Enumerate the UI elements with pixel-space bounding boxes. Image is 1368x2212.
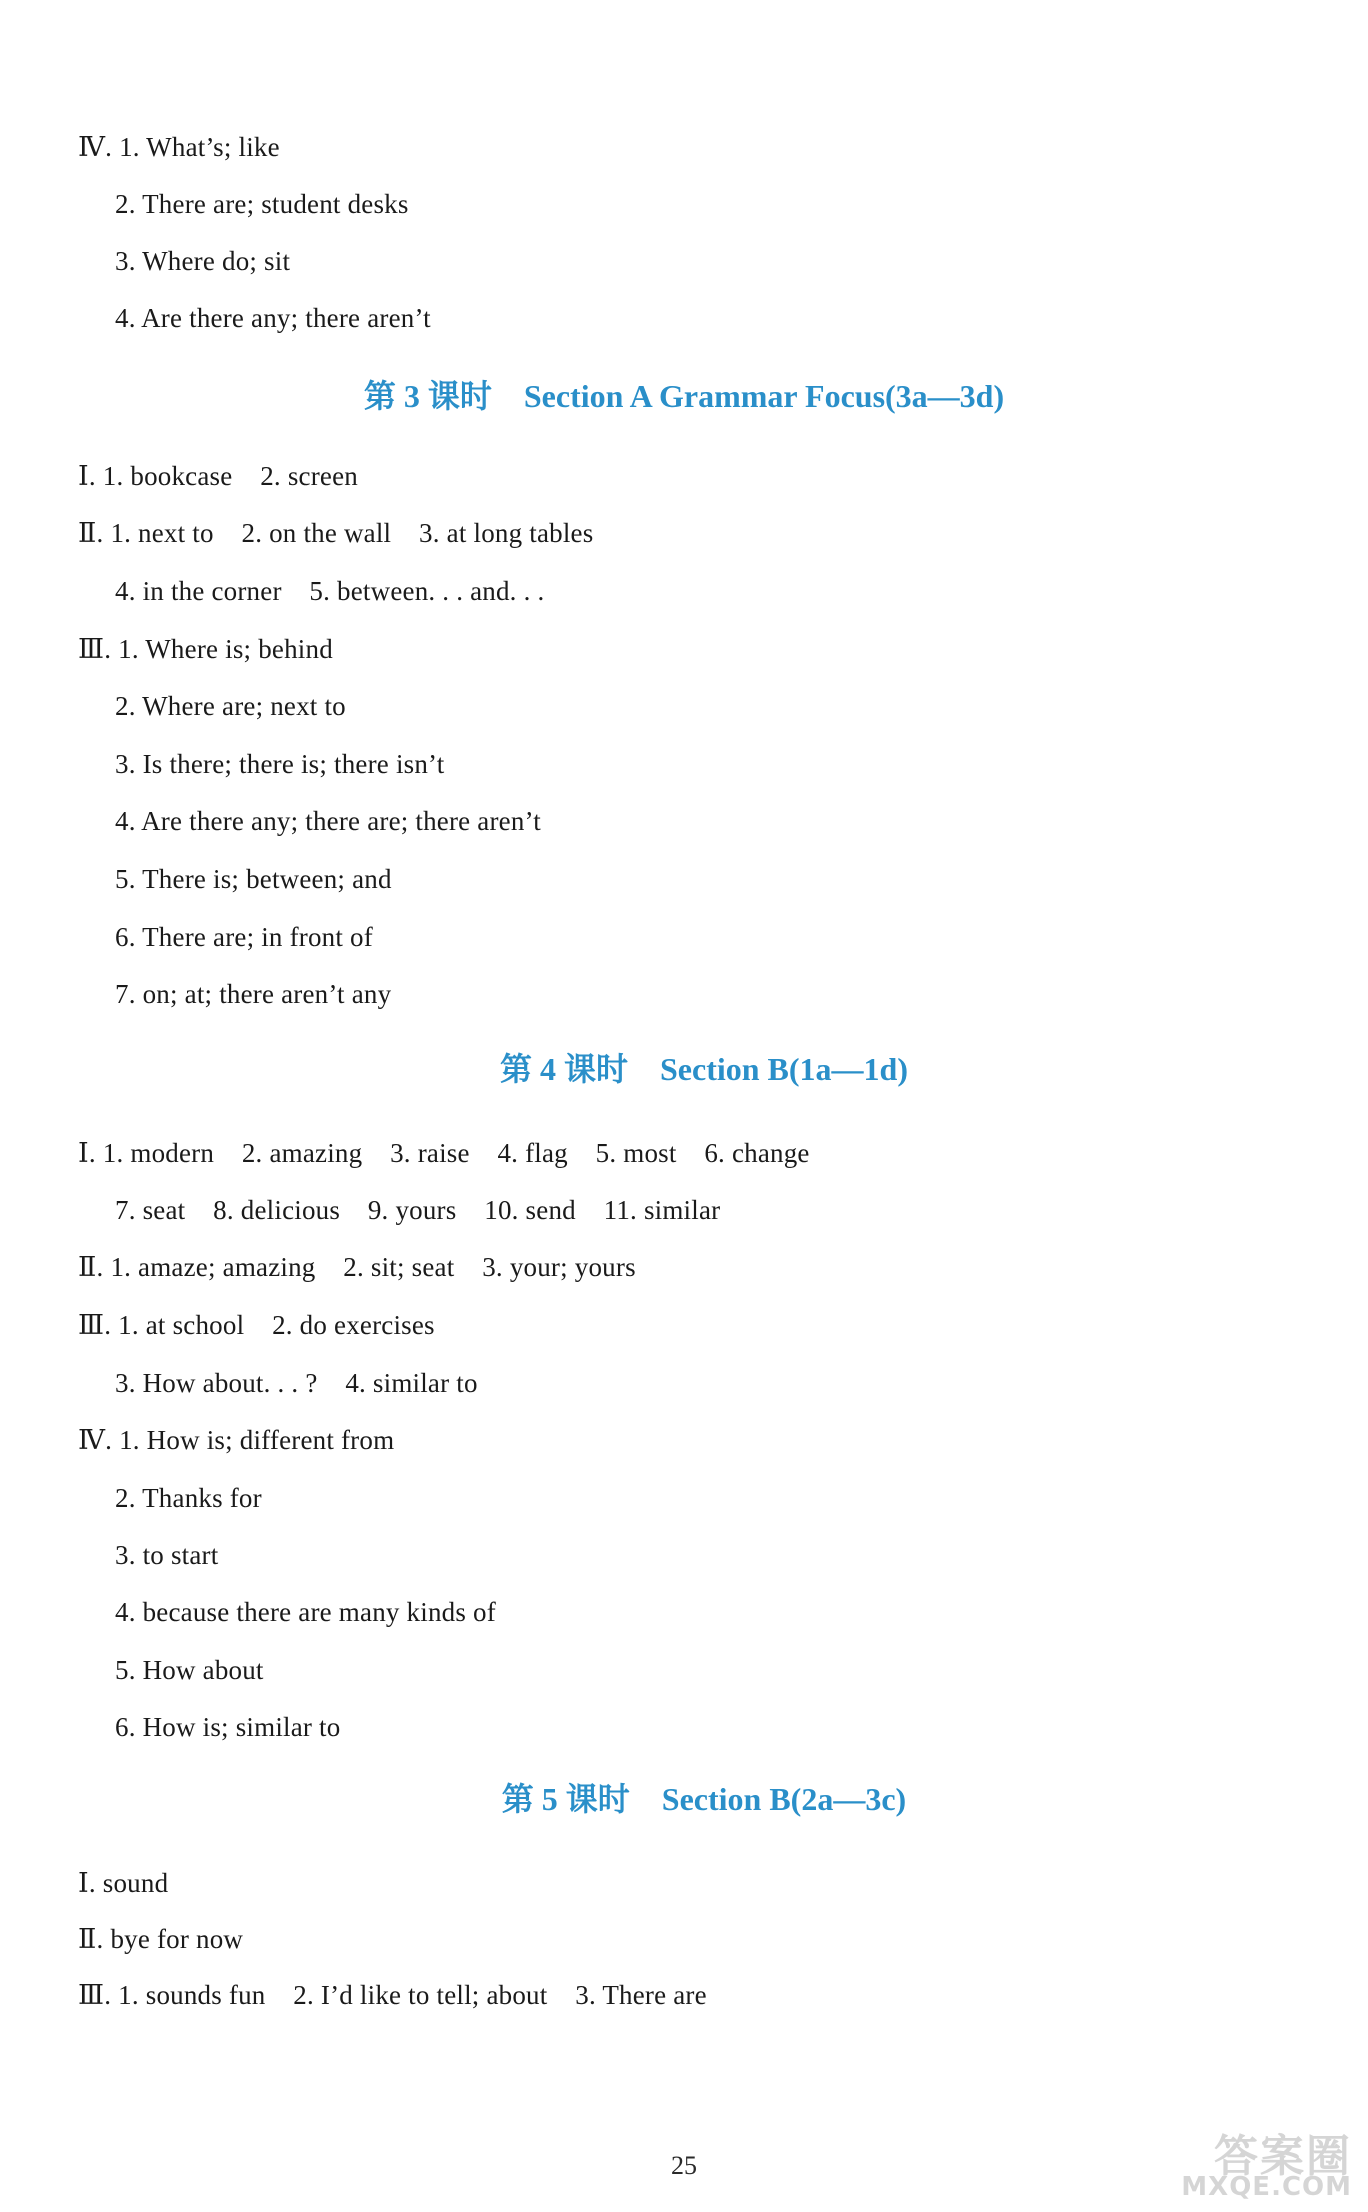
answer-line: 4. because there are many kinds of	[115, 1597, 496, 1627]
answer-line: Ⅳ. 1. How is; different from	[78, 1425, 395, 1455]
answer-line: Ⅲ. 1. sounds fun 2. I’d like to tell; about 3. There are	[78, 1980, 707, 2010]
answer-line: Ⅱ. 1. next to 2. on the wall 3. at long tables	[78, 518, 594, 548]
answer-line: 2. Thanks for	[115, 1483, 262, 1513]
answer-line: 6. How is; similar to	[115, 1712, 341, 1742]
answer-line: 3. Is there; there is; there isn’t	[115, 749, 445, 779]
answer-line: Ⅰ. sound	[78, 1868, 169, 1898]
answer-line: 6. There are; in front of	[115, 922, 373, 952]
answer-line: 4. Are there any; there aren’t	[115, 303, 431, 333]
answer-line: 4. in the corner 5. between. . . and. . .	[115, 576, 545, 606]
watermark-logo-text: 答案圈	[1214, 2131, 1352, 2182]
watermark-logo	[1160, 2116, 1360, 2206]
answer-line: Ⅱ. 1. amaze; amazing 2. sit; seat 3. your; yours	[78, 1252, 636, 1282]
answer-line: Ⅰ. 1. modern 2. amazing 3. raise 4. flag 5. most 6. change	[78, 1138, 810, 1168]
answer-line: 5. How about	[115, 1655, 264, 1685]
answer-line: 5. There is; between; and	[115, 864, 392, 894]
answer-line: Ⅳ. 1. What’s; like	[78, 132, 280, 162]
answer-line: 2. There are; student desks	[115, 189, 409, 219]
answer-line: 3. to start	[115, 1540, 219, 1570]
section-heading: 第 5 课时 Section B(2a—3c)	[501, 1781, 907, 1817]
page-number: 25	[671, 2151, 697, 2180]
answer-line: Ⅲ. 1. Where is; behind	[78, 634, 333, 664]
section-heading: 第 3 课时 Section A Grammar Focus(3a—3d)	[363, 378, 1005, 414]
answer-line: 3. How about. . . ? 4. similar to	[115, 1368, 478, 1398]
answer-line: 2. Where are; next to	[115, 691, 346, 721]
answer-line: 4. Are there any; there are; there aren’t	[115, 806, 541, 836]
section-heading: 第 4 课时 Section B(1a—1d)	[499, 1051, 908, 1087]
watermark-site: MXQE.COM	[1181, 2172, 1352, 2202]
answer-line: 7. on; at; there aren’t any	[115, 979, 392, 1009]
answer-line: Ⅰ. 1. bookcase 2. screen	[78, 461, 358, 491]
answer-line: 7. seat 8. delicious 9. yours 10. send 11. similar	[115, 1195, 721, 1225]
answer-line: Ⅱ. bye for now	[78, 1924, 244, 1954]
answer-line: 3. Where do; sit	[115, 246, 291, 276]
answer-line: Ⅲ. 1. at school 2. do exercises	[78, 1310, 435, 1340]
